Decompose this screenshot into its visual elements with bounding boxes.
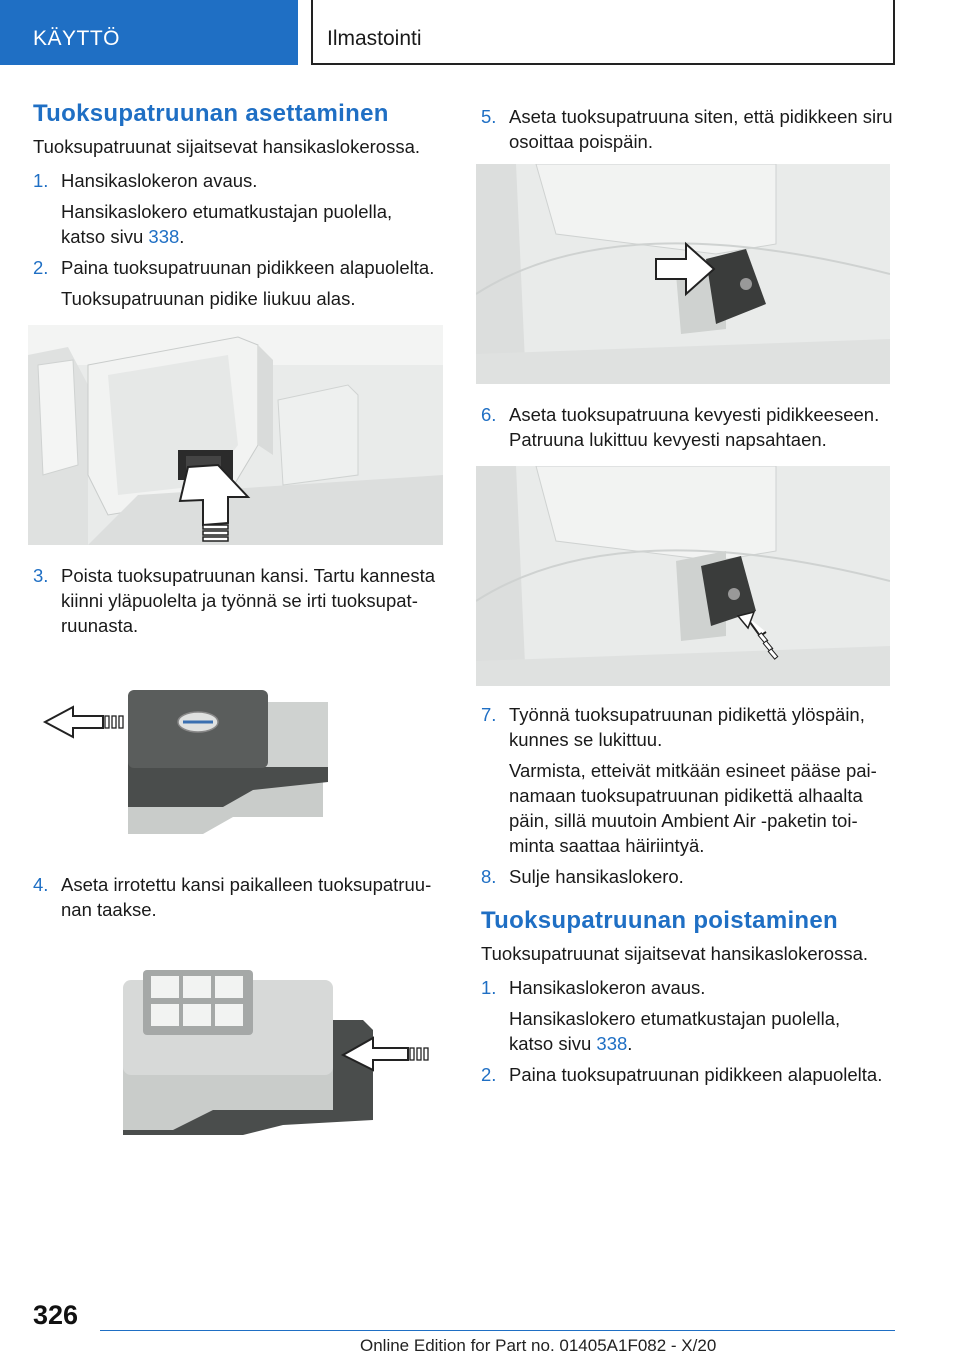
step-number: 4. bbox=[33, 874, 49, 895]
chapter-label: Ilmastointi bbox=[327, 27, 422, 50]
step-text: Hansikaslokeron avaus. bbox=[509, 977, 706, 998]
remove-step-2 bbox=[481, 1062, 895, 1087]
step-text: Paina tuoksupatruunan pidikkeen alapuolelta. bbox=[509, 1064, 883, 1085]
step-number: 2. bbox=[33, 257, 49, 278]
section-label: KÄYTTÖ bbox=[33, 27, 121, 50]
left-column bbox=[33, 100, 445, 1140]
page-link-338[interactable]: 338 bbox=[596, 1033, 628, 1054]
step-note: Hansikaslokero etumatkustajan puolella, katso sivu 338. bbox=[509, 1008, 841, 1054]
step-number: 8. bbox=[481, 866, 497, 887]
install-step-3 bbox=[33, 563, 445, 638]
install-step-4 bbox=[33, 872, 445, 922]
figure-attach-cover bbox=[33, 960, 445, 1140]
figure-insert-cartridge bbox=[476, 164, 890, 384]
remove-lead: Tuoksupatruunat sijaitsevat hansikaslokerossa. bbox=[481, 943, 868, 964]
step-note: Varmista, etteivät mitkään esineet pääse painamaan tuoksupatruunan pidikettä alhaalta päin, sillä muutoin Ambient Air -paketin toiminta saattaa häiriintyä. bbox=[509, 760, 877, 856]
step-text: Aseta tuoksupatruuna siten, että pidikkeen siru osoittaa poispäin. bbox=[509, 106, 893, 152]
section-tab bbox=[0, 0, 298, 65]
section-title-remove: Tuoksupatruunan poistaminen bbox=[481, 907, 839, 934]
right-column bbox=[481, 104, 895, 1093]
step-note: Tuoksupatruunan pidike liukuu alas. bbox=[61, 288, 356, 309]
step-number: 6. bbox=[481, 404, 497, 425]
chapter-tab bbox=[311, 0, 895, 65]
install-step-6 bbox=[481, 402, 895, 452]
footer-divider bbox=[100, 1330, 895, 1331]
step-number: 7. bbox=[481, 704, 497, 725]
install-step-8 bbox=[481, 864, 895, 889]
install-step-5 bbox=[481, 104, 895, 154]
step-number: 3. bbox=[33, 565, 49, 586]
page-link-338[interactable]: 338 bbox=[148, 226, 180, 247]
remove-step-1 bbox=[481, 975, 895, 1056]
step-note: Hansikaslokero etumatkustajan puolella, katso sivu 338. bbox=[61, 201, 393, 247]
install-step-2 bbox=[33, 255, 445, 311]
step-text: Sulje hansikaslokero. bbox=[509, 866, 684, 887]
install-step-1 bbox=[33, 168, 445, 249]
figure-holder-push-up bbox=[28, 325, 443, 545]
install-lead: Tuoksupatruunat sijaitsevat hansikaslokerossa. bbox=[33, 136, 420, 157]
section-title-install: Tuoksupatruunan asettaminen bbox=[33, 100, 389, 127]
step-number: 1. bbox=[33, 170, 49, 191]
install-step-7 bbox=[481, 702, 895, 858]
step-text: Poista tuoksupatruunan kansi. Tartu kannesta kiinni yläpuolelta ja työnnä se irti tuoksupatruunasta. bbox=[61, 565, 436, 636]
step-text: Paina tuoksupatruunan pidikkeen alapuolelta. bbox=[61, 257, 435, 278]
step-text: Hansikaslokeron avaus. bbox=[61, 170, 258, 191]
figure-remove-cover bbox=[33, 672, 445, 842]
figure-cartridge-locked bbox=[476, 466, 890, 686]
page-number: 326 bbox=[33, 1300, 79, 1330]
step-number: 2. bbox=[481, 1064, 497, 1085]
edition-text: Online Edition for Part no. 01405A1F082 - X/20 bbox=[360, 1336, 717, 1355]
step-text: Aseta tuoksupatruuna kevyesti pidikkeeseen. Patruuna lukittuu kevyesti napsahtaen. bbox=[509, 404, 880, 450]
step-text: Työnnä tuoksupatruunan pidikettä ylöspäin, kunnes se lukittuu. bbox=[509, 704, 865, 750]
step-text: Aseta irrotettu kansi paikalleen tuoksupatruunan taakse. bbox=[61, 874, 432, 920]
step-number: 1. bbox=[481, 977, 497, 998]
step-number: 5. bbox=[481, 106, 497, 127]
